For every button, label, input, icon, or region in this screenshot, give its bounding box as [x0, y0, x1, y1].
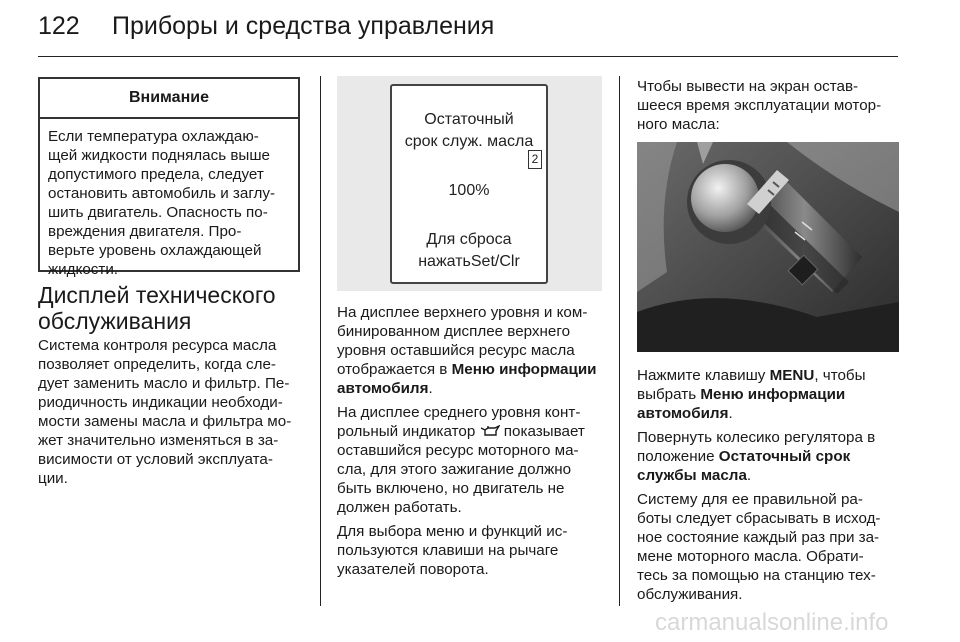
- text-line: жидкости.: [48, 261, 119, 278]
- text-line: шить двигатель. Опасность по-: [48, 204, 268, 221]
- display-illustration: [337, 76, 602, 291]
- paragraph: Для выбора меню и функций ис- пользуются клавиши на рычаге указателей поворота.: [337, 523, 568, 578]
- section-body: [38, 336, 313, 488]
- right-intro-text: Чтобы вывести на экран остав- шееся время эксплуатации мотор- ного масла:: [637, 78, 882, 133]
- text-line: верьте уровень охлаждающей: [48, 242, 262, 259]
- warning-text: [40, 119, 298, 279]
- text-line: допустимого предела, следует: [48, 166, 264, 183]
- lcd-screen: [390, 84, 548, 284]
- header-rule: [38, 56, 898, 57]
- watermark: carmanualsonline.info: [655, 609, 889, 636]
- text-line: ции.: [38, 470, 68, 487]
- warning-box: [38, 77, 300, 278]
- text-line: остановить автомобиль и заглу-: [48, 185, 276, 202]
- paragraph: На дисплее среднего уровня конт- рольный индикатор показывает оставшийся ресурс моторного ма- сла, для этого зажигание должно быть включено, но двигатель не должен работать.: [337, 404, 585, 516]
- text-line: риодичность индикации необходи-: [38, 394, 283, 411]
- title-line: обслуживания: [38, 308, 192, 334]
- text-line: щей жидкости поднялась выше: [48, 147, 270, 164]
- middle-column-text: [337, 303, 612, 584]
- page-header-title: Приборы и средства управления: [112, 12, 495, 40]
- turn-signal-lever-photo: [637, 142, 899, 352]
- column-divider-1: [320, 76, 321, 606]
- text-line: висимости от условий эксплуата-: [38, 451, 273, 468]
- text-line: мости замены масла и фильтра мо-: [38, 413, 292, 430]
- section-title: [38, 282, 308, 334]
- column-divider-2: [619, 76, 620, 606]
- text-line: позволяет определить, когда сле-: [38, 356, 276, 373]
- text-line: Если температура охлаждаю-: [48, 128, 259, 145]
- paragraph: Систему для ее правильной ра- боты следует сбрасывать в исход- ное состояние каждый раз при за- мене моторного масла. Обрати- тесь за помощью на станцию тех- обслуживания.: [637, 491, 881, 603]
- warning-heading: Внимание: [40, 79, 298, 119]
- right-column-text: [637, 366, 909, 609]
- page-number: 122: [38, 12, 80, 40]
- oil-can-icon: [480, 425, 500, 437]
- lcd-line-4: Для сброса: [426, 231, 512, 248]
- text-line: дует заменить масло и фильтр. Пе-: [38, 375, 290, 392]
- text-line: жет значительно изменяться в за-: [38, 432, 279, 449]
- lcd-value: 100%: [448, 182, 490, 199]
- lcd-line-2: срок служ. масла: [404, 133, 534, 150]
- lever-illustration: [637, 142, 899, 352]
- paragraph: На дисплее верхнего уровня и ком- бинированном дисплее верхнего уровня оставшийся ресурс масла отображается в Меню информации автомобиля.: [337, 304, 597, 397]
- text-line: Система контроля ресурса масла: [38, 337, 277, 354]
- title-line: Дисплей технического: [38, 282, 276, 308]
- lcd-page-indicator: 2: [528, 150, 542, 169]
- lcd-line-5: нажатьSet/Clr: [418, 253, 520, 270]
- paragraph: Повернуть колесико регулятора в положение Остаточный срок службы масла.: [637, 429, 876, 484]
- text-line: вреждения двигателя. Про-: [48, 223, 242, 240]
- paragraph: Нажмите клавишу MENU, чтобы выбрать Меню информации автомобиля.: [637, 367, 866, 422]
- lcd-line-1: Остаточный: [424, 111, 514, 128]
